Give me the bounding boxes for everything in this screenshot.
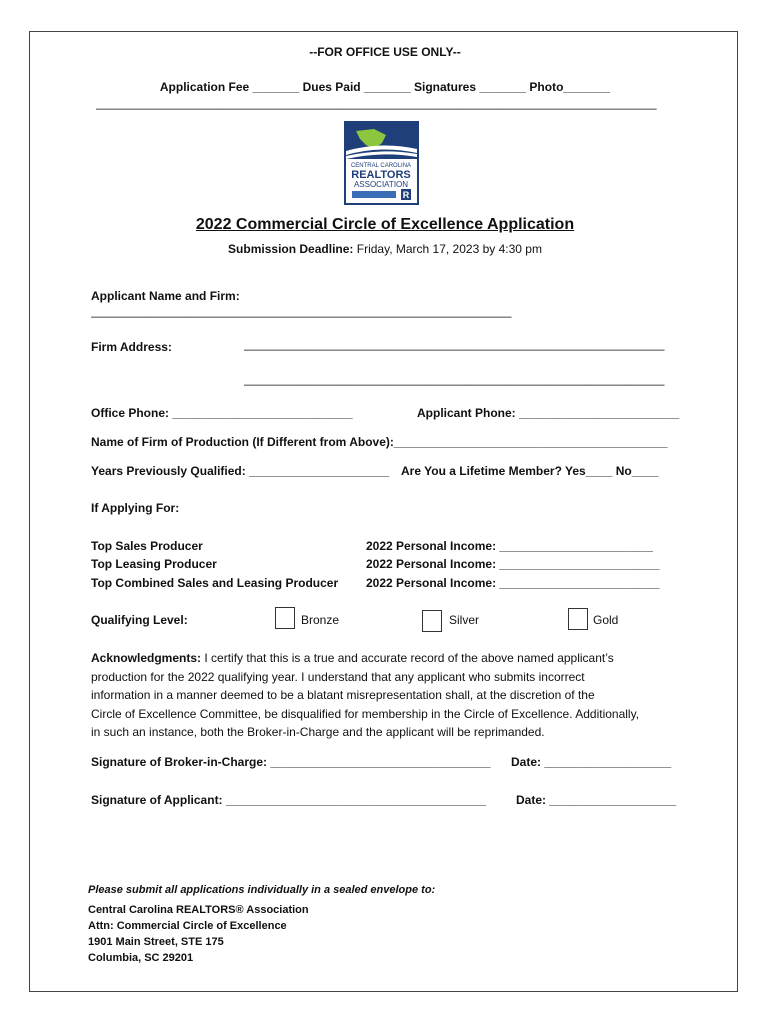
applicant-name-field[interactable]: _______________________________________________________________ bbox=[91, 304, 512, 318]
production-firm-field[interactable]: Name of Firm of Production (If Different from Above):_________________________________________ bbox=[91, 435, 668, 449]
applying-for-label: If Applying For: bbox=[91, 501, 180, 515]
address-line: Columbia, SC 29201 bbox=[88, 952, 194, 964]
acknowledgment-block bbox=[91, 649, 671, 742]
submission-deadline bbox=[0, 242, 770, 256]
deadline-value: Friday, March 17, 2023 by 4:30 pm bbox=[356, 242, 542, 256]
applicant-signature-field[interactable]: Signature of Applicant: _______________________________________ bbox=[91, 793, 487, 807]
office-fields: Application Fee _______ Dues Paid _______ Signatures _______ Photo_______ bbox=[159, 80, 611, 94]
page-title: 2022 Commercial Circle of Excellence Application bbox=[195, 216, 575, 233]
broker-date-field[interactable]: Date: ___________________ bbox=[511, 755, 672, 769]
category-combined: Top Combined Sales and Leasing Producer bbox=[91, 576, 339, 590]
years-qualified-field[interactable]: Years Previously Qualified: _____________________ bbox=[91, 464, 390, 478]
address-line: Central Carolina REALTORS® Association bbox=[88, 904, 309, 916]
deadline-label: Submission Deadline: bbox=[228, 242, 354, 256]
acknowledgment-line: I certify that this is a true and accurate record of the above named applicant’s bbox=[201, 651, 614, 665]
category-sales: Top Sales Producer bbox=[91, 539, 203, 553]
firm-address-field-1[interactable]: _______________________________________________________________ bbox=[244, 337, 665, 351]
acknowledgment-line: production for the 2022 qualifying year. I understand that any applicant who submits incorrect bbox=[91, 669, 585, 684]
office-divider: ____________________________________________________________________________________ bbox=[96, 96, 657, 110]
bronze-label: Bronze bbox=[301, 613, 340, 627]
gold-label: Gold bbox=[593, 613, 619, 627]
income-combined-field[interactable]: 2022 Personal Income: ________________________ bbox=[366, 576, 660, 590]
office-phone-field[interactable]: Office Phone: ___________________________ bbox=[91, 406, 353, 420]
address-line: 1901 Main Street, STE 175 bbox=[88, 936, 224, 948]
address-line: Attn: Commercial Circle of Excellence bbox=[88, 920, 287, 932]
gold-checkbox[interactable] bbox=[568, 608, 588, 630]
logo-line1: CENTRAL CAROLINA bbox=[350, 163, 412, 169]
silver-checkbox[interactable] bbox=[422, 610, 442, 632]
applicant-phone-field[interactable]: Applicant Phone: ________________________ bbox=[417, 406, 680, 420]
income-sales-field[interactable]: 2022 Personal Income: _______________________ bbox=[366, 539, 653, 553]
income-leasing-field[interactable]: 2022 Personal Income: ________________________ bbox=[366, 557, 660, 571]
applicant-name-label: Applicant Name and Firm: bbox=[91, 289, 240, 303]
qualifying-level-label: Qualifying Level: bbox=[91, 613, 188, 627]
silver-label: Silver bbox=[449, 613, 480, 627]
office-use-header: --FOR OFFICE USE ONLY-- bbox=[309, 45, 461, 59]
lifetime-member-field[interactable]: Are You a Lifetime Member? Yes____ No____ bbox=[401, 464, 659, 478]
logo-line3: ASSOCIATION bbox=[353, 180, 409, 189]
logo-graphic bbox=[346, 123, 417, 203]
firm-address-label: Firm Address: bbox=[91, 340, 172, 354]
association-logo bbox=[344, 121, 419, 205]
logo-line2: REALTORS bbox=[351, 169, 411, 181]
firm-address-field-2[interactable]: _______________________________________________________________ bbox=[244, 372, 665, 386]
submit-note: Please submit all applications individually in a sealed envelope to: bbox=[88, 884, 436, 896]
broker-signature-field[interactable]: Signature of Broker-in-Charge: _________________________________ bbox=[91, 755, 491, 769]
applicant-date-field[interactable]: Date: ___________________ bbox=[516, 793, 677, 807]
acknowledgment-line: information in a manner deemed to be a blatant misrepresentation shall, at the discretion of the bbox=[91, 688, 595, 702]
category-leasing: Top Leasing Producer bbox=[91, 557, 217, 571]
bronze-checkbox[interactable] bbox=[275, 607, 295, 629]
svg-text:R: R bbox=[402, 190, 410, 200]
acknowledgment-line: in such an instance, both the Broker-in-Charge and the applicant will be reprimanded. bbox=[91, 725, 545, 739]
acknowledgment-label: Acknowledgments: bbox=[91, 651, 202, 665]
acknowledgment-line: Circle of Excellence Committee, be disqualified for membership in the Circle of Excellence. Additionally, bbox=[91, 706, 640, 721]
